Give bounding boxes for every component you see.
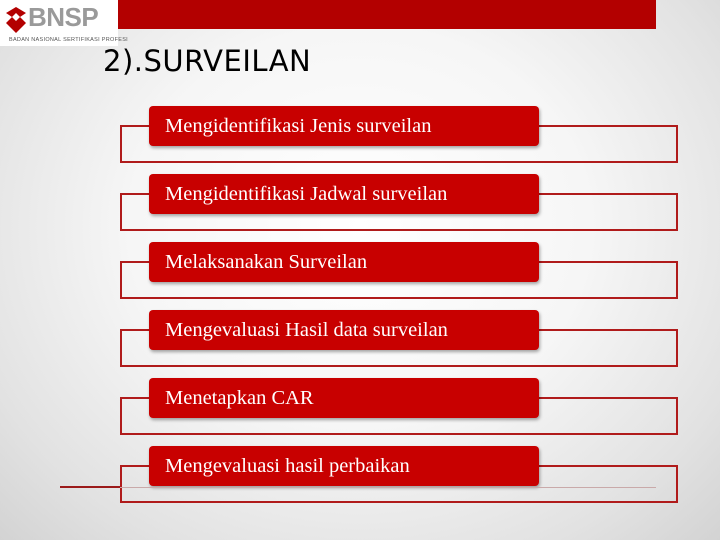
bnsp-emblem-icon	[4, 5, 28, 35]
bnsp-logo	[0, 0, 129, 46]
step-label: Mengidentifikasi Jadwal surveilan	[165, 182, 448, 205]
header-band	[118, 0, 656, 29]
step-label: Mengevaluasi hasil perbaikan	[165, 454, 410, 477]
step-label: Melaksanakan Surveilan	[165, 250, 368, 273]
step-bar-4	[149, 310, 539, 350]
logo-subtitle: BADAN NASIONAL SERTIFIKASI PROFESI	[9, 37, 129, 43]
page-title: 2).SURVEILAN	[103, 44, 312, 78]
step-label: Mengevaluasi Hasil data surveilan	[165, 318, 448, 341]
step-label: Menetapkan CAR	[165, 386, 314, 409]
step-bar-5	[149, 378, 539, 418]
step-bar-2	[149, 174, 539, 214]
step-bar-6	[149, 446, 539, 486]
step-label: Mengidentifikasi Jenis surveilan	[165, 114, 432, 137]
logo-wordmark: BNSP	[28, 2, 99, 32]
step-bar-3	[149, 242, 539, 282]
step-bar-1	[149, 106, 539, 146]
decorative-line	[120, 487, 656, 488]
decorative-line	[60, 486, 120, 488]
